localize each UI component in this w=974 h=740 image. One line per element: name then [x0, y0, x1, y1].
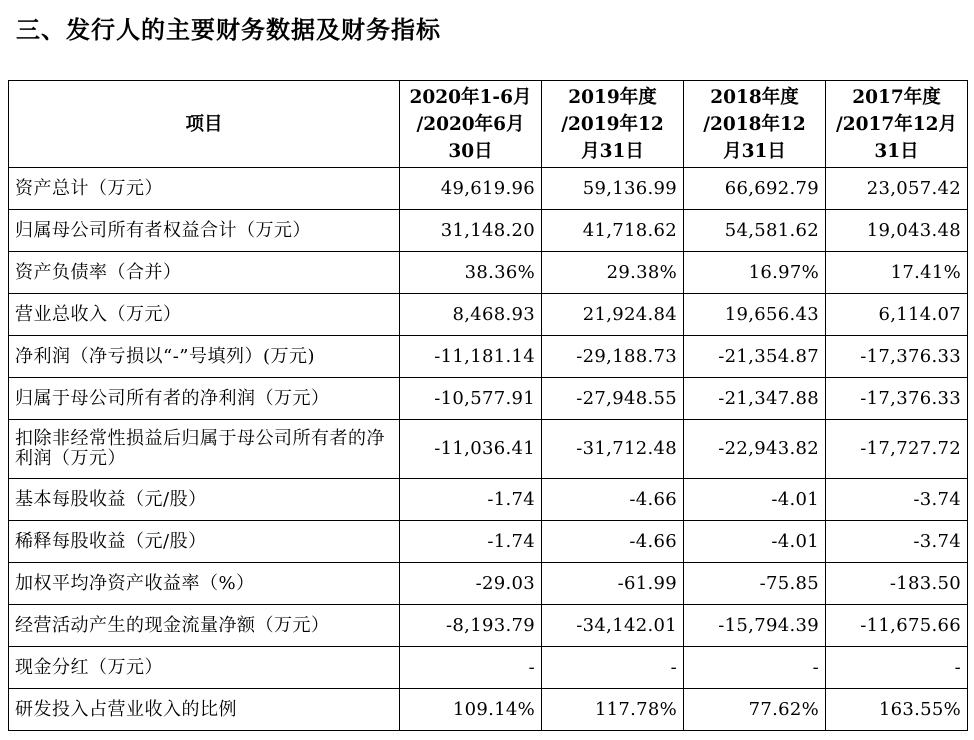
cell-value: 117.78% — [542, 689, 684, 731]
cell-value: -4.66 — [542, 479, 684, 521]
header-line: 月31日 — [723, 140, 786, 162]
cell-value: 41,718.62 — [542, 210, 684, 252]
row-label: 净利润（净亏损以“-”号填列）(万元) — [9, 336, 400, 378]
cell-value: -4.66 — [542, 521, 684, 563]
header-line: 31日 — [874, 140, 919, 162]
header-line: 2017年度 — [852, 86, 941, 108]
header-line: 2019年度 — [568, 86, 657, 108]
header-line: 2020年1-6月 — [409, 86, 532, 108]
cell-value: 17.41% — [826, 252, 968, 294]
table-row — [9, 294, 968, 336]
cell-value: -4.01 — [684, 521, 826, 563]
table-row — [9, 563, 968, 605]
cell-value: 59,136.99 — [542, 168, 684, 210]
cell-value: - — [400, 647, 542, 689]
cell-value: -61.99 — [542, 563, 684, 605]
table-row — [9, 479, 968, 521]
cell-value: -17,376.33 — [826, 336, 968, 378]
header-line: /2018年12 — [703, 113, 806, 135]
cell-value: -3.74 — [826, 479, 968, 521]
cell-value: 21,924.84 — [542, 294, 684, 336]
table-row — [9, 420, 968, 479]
row-label: 扣除非经常性损益后归属于母公司所有者的净利润（万元） — [9, 420, 400, 479]
cell-value: 109.14% — [400, 689, 542, 731]
cell-value: 31,148.20 — [400, 210, 542, 252]
table-row — [9, 168, 968, 210]
table-row — [9, 605, 968, 647]
row-label: 基本每股收益（元/股） — [9, 479, 400, 521]
column-header-period — [400, 81, 542, 168]
cell-value: 49,619.96 — [400, 168, 542, 210]
cell-value: -1.74 — [400, 521, 542, 563]
cell-value: -27,948.55 — [542, 378, 684, 420]
table-row — [9, 252, 968, 294]
header-line: 月31日 — [581, 140, 644, 162]
table-row — [9, 378, 968, 420]
row-label: 归属于母公司所有者的净利润（万元） — [9, 378, 400, 420]
header-line: /2017年12月 — [836, 113, 957, 135]
cell-value: -183.50 — [826, 563, 968, 605]
cell-value: 6,114.07 — [826, 294, 968, 336]
header-line: 30日 — [448, 140, 493, 162]
table-row — [9, 521, 968, 563]
cell-value: - — [684, 647, 826, 689]
table-header-row — [9, 81, 968, 168]
header-line: /2019年12 — [561, 113, 664, 135]
cell-value: -21,354.87 — [684, 336, 826, 378]
cell-value: - — [542, 647, 684, 689]
table-row — [9, 336, 968, 378]
cell-value: 8,468.93 — [400, 294, 542, 336]
row-label: 资产负债率（合并） — [9, 252, 400, 294]
cell-value: -17,727.72 — [826, 420, 968, 479]
header-line: 2018年度 — [710, 86, 799, 108]
table-row — [9, 210, 968, 252]
cell-value: -22,943.82 — [684, 420, 826, 479]
cell-value: -31,712.48 — [542, 420, 684, 479]
cell-value: 163.55% — [826, 689, 968, 731]
row-label: 现金分红（万元） — [9, 647, 400, 689]
cell-value: - — [826, 647, 968, 689]
header-line: /2020年6月 — [416, 113, 525, 135]
cell-value: 16.97% — [684, 252, 826, 294]
cell-value: -3.74 — [826, 521, 968, 563]
cell-value: -8,193.79 — [400, 605, 542, 647]
row-label: 归属母公司所有者权益合计（万元） — [9, 210, 400, 252]
table-row — [9, 689, 968, 731]
cell-value: -15,794.39 — [684, 605, 826, 647]
cell-value: 23,057.42 — [826, 168, 968, 210]
column-header-period — [826, 81, 968, 168]
table-row — [9, 647, 968, 689]
cell-value: -17,376.33 — [826, 378, 968, 420]
row-label: 研发投入占营业收入的比例 — [9, 689, 400, 731]
row-label: 稀释每股收益（元/股） — [9, 521, 400, 563]
page-title: 三、发行人的主要财务数据及财务指标 — [16, 16, 441, 44]
cell-value: 19,043.48 — [826, 210, 968, 252]
cell-value: -1.74 — [400, 479, 542, 521]
cell-value: -29,188.73 — [542, 336, 684, 378]
financial-data-table — [8, 80, 968, 731]
cell-value: -21,347.88 — [684, 378, 826, 420]
column-header-item: 项目 — [9, 81, 400, 168]
cell-value: -29.03 — [400, 563, 542, 605]
cell-value: 54,581.62 — [684, 210, 826, 252]
cell-value: 19,656.43 — [684, 294, 826, 336]
row-label: 资产总计（万元） — [9, 168, 400, 210]
column-header-period — [684, 81, 826, 168]
row-label: 营业总收入（万元） — [9, 294, 400, 336]
column-header-period — [542, 81, 684, 168]
cell-value: 38.36% — [400, 252, 542, 294]
row-label: 经营活动产生的现金流量净额（万元） — [9, 605, 400, 647]
cell-value: -4.01 — [684, 479, 826, 521]
cell-value: 66,692.79 — [684, 168, 826, 210]
cell-value: 77.62% — [684, 689, 826, 731]
cell-value: -11,675.66 — [826, 605, 968, 647]
row-label: 加权平均净资产收益率（%） — [9, 563, 400, 605]
cell-value: -11,036.41 — [400, 420, 542, 479]
cell-value: -10,577.91 — [400, 378, 542, 420]
cell-value: -75.85 — [684, 563, 826, 605]
cell-value: -34,142.01 — [542, 605, 684, 647]
cell-value: 29.38% — [542, 252, 684, 294]
cell-value: -11,181.14 — [400, 336, 542, 378]
